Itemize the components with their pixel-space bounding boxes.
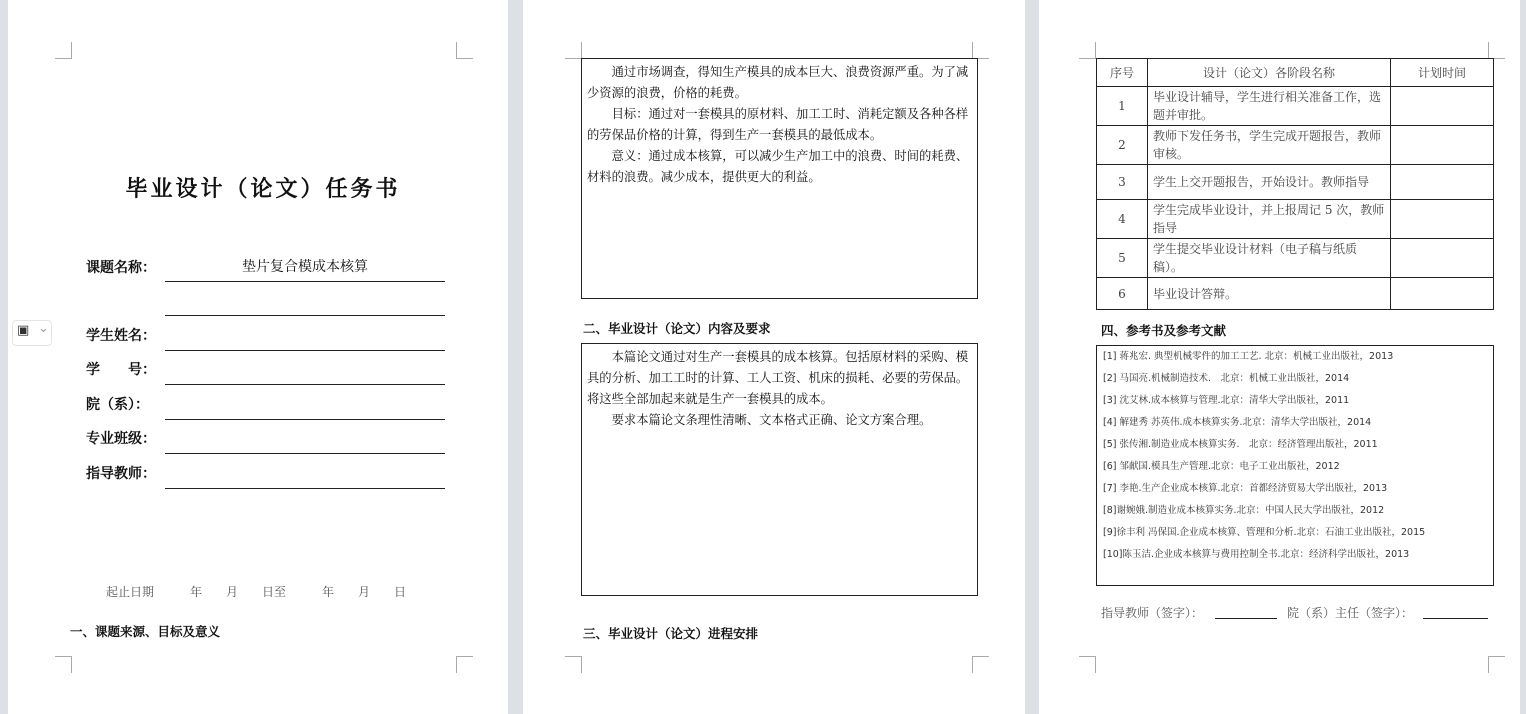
field-label: 专业班级： — [86, 431, 156, 447]
table-cell: 教师下发任务书，学生完成开题报告，教师审核。 — [1148, 126, 1391, 165]
table-cell: 2 — [1097, 126, 1148, 165]
table-cell[interactable] — [1391, 200, 1494, 239]
table-cell: 毕业设计答辩。 — [1148, 278, 1391, 310]
paragraph-layout-tool[interactable] — [12, 320, 52, 346]
paragraph: 要求本篇论文条理性清晰、文本格式正确、论文方案合理。 — [611, 413, 932, 427]
table-cell: 1 — [1097, 87, 1148, 126]
paragraph: 意义：通过成本核算，可以减少生产加工中的浪费、时间的耗费、材料的浪费。减少成本，提供更大的利益。 — [587, 149, 969, 184]
layout-icon: ▣ — [17, 323, 30, 338]
table-row — [1097, 200, 1494, 239]
document-title: 毕业设计（论文）任务书 — [125, 177, 401, 202]
paragraph: 目标：通过对一套模具的原材料、加工工时、消耗定额及各种各样的劳保品价格的计算，得到生产一套模具的最低成本。 — [587, 107, 969, 142]
reference-item: [8]谢婉娥.制造业成本核算实务.北京：中国人民大学出版社，2012 — [1103, 505, 1385, 516]
table-row — [1097, 87, 1494, 126]
table-cell[interactable] — [1391, 278, 1494, 310]
field-label: 院（系）： — [86, 397, 149, 413]
field-label: 学 号： — [86, 362, 156, 378]
table-cell: 4 — [1097, 200, 1148, 239]
topic-value[interactable]: 垫片复合模成本核算 — [242, 259, 368, 275]
date-line: 起止日期 年 月 日至 年 月 日 — [106, 585, 407, 599]
page-3 — [1039, 0, 1520, 714]
field-label: 学生姓名： — [86, 328, 156, 344]
teacher-signature-line[interactable] — [1215, 618, 1277, 619]
teacher-signature-label: 指导教师（签字）： — [1101, 606, 1204, 620]
table-cell: 学生上交开题报告，开始设计。教师指导 — [1148, 165, 1391, 200]
reference-item: [9]徐丰利 冯保国.企业成本核算、管理和分析.北京：石油工业出版社，2015 — [1103, 527, 1426, 538]
section-heading: 一、课题来源、目标及意义 — [70, 624, 221, 639]
table-cell: 学生提交毕业设计材料（电子稿与纸质稿）。 — [1148, 239, 1391, 278]
table-cell[interactable] — [1391, 165, 1494, 200]
table-row — [1097, 165, 1494, 200]
column-header: 设计（论文）各阶段名称 — [1148, 59, 1391, 87]
table-cell[interactable] — [1391, 239, 1494, 278]
paragraph: 本篇论文通过对生产一套模具的成本核算。包括原材料的采购、模具的分析、加工工时的计算、工人工资、机床的损耗、必要的劳保品。将这些全部加起来就是生产一套模具的成本。 — [587, 350, 969, 406]
schedule-table — [1096, 58, 1494, 310]
reference-item: [7] 李艳.生产企业成本核算.北京：首都经济贸易大学出版社，2013 — [1103, 483, 1388, 494]
table-cell: 毕业设计辅导，学生进行相关准备工作，选题并审批。 — [1148, 87, 1391, 126]
reference-item: [6] 邹献国.模具生产管理.北京：电子工业出版社，2012 — [1103, 461, 1340, 472]
paragraph: 通过市场调查，得知生产模具的成本巨大、浪费资源严重。为了减少资源的浪费，价格的耗费。 — [587, 65, 969, 100]
chevron-down-icon[interactable]: ⌄ — [38, 321, 49, 336]
table-cell: 学生完成毕业设计，并上报周记 5 次，教师指导 — [1148, 200, 1391, 239]
table-row — [1097, 278, 1494, 310]
reference-item: [1] 蒋兆宏. 典型机械零件的加工工艺. 北京：机械工业出版社，2013 — [1103, 351, 1394, 362]
page-1 — [8, 0, 508, 714]
references-box[interactable] — [1096, 345, 1494, 586]
reference-item: [10]陈玉洁.企业成本核算与费用控制全书.北京：经济科学出版社，2013 — [1103, 549, 1410, 560]
field-label: 指导教师： — [86, 466, 156, 482]
reference-item: [5] 张传湘.制造业成本核算实务. 北京：经济管理出版社，2011 — [1103, 439, 1378, 450]
table-cell: 5 — [1097, 239, 1148, 278]
column-header: 序号 — [1097, 59, 1148, 87]
table-cell: 6 — [1097, 278, 1148, 310]
table-row — [1097, 126, 1494, 165]
table-cell: 3 — [1097, 165, 1148, 200]
section2-box[interactable] — [581, 343, 978, 596]
reference-item: [4] 解建秀 苏英伟.成本核算实务.北京：清华大学出版社，2014 — [1103, 417, 1372, 428]
table-row — [1097, 239, 1494, 278]
reference-item: [3] 沈艾林.成本核算与管理.北京：清华大学出版社，2011 — [1103, 395, 1350, 406]
reference-item: [2] 马国亮.机械制造技术. 北京：机械工业出版社，2014 — [1103, 373, 1350, 384]
section1-box[interactable] — [581, 58, 978, 299]
dean-signature-label: 院（系）主任（签字）： — [1287, 606, 1414, 620]
field-label: 课题名称： — [86, 260, 156, 276]
dean-signature-line[interactable] — [1423, 618, 1488, 619]
section-heading: 二、毕业设计（论文）内容及要求 — [583, 321, 771, 336]
section-heading: 四、参考书及参考文献 — [1101, 323, 1227, 338]
section-heading: 三、毕业设计（论文）进程安排 — [583, 626, 759, 641]
page-2 — [523, 0, 1025, 714]
column-header: 计划时间 — [1391, 59, 1494, 87]
table-cell[interactable] — [1391, 126, 1494, 165]
table-cell[interactable] — [1391, 87, 1494, 126]
